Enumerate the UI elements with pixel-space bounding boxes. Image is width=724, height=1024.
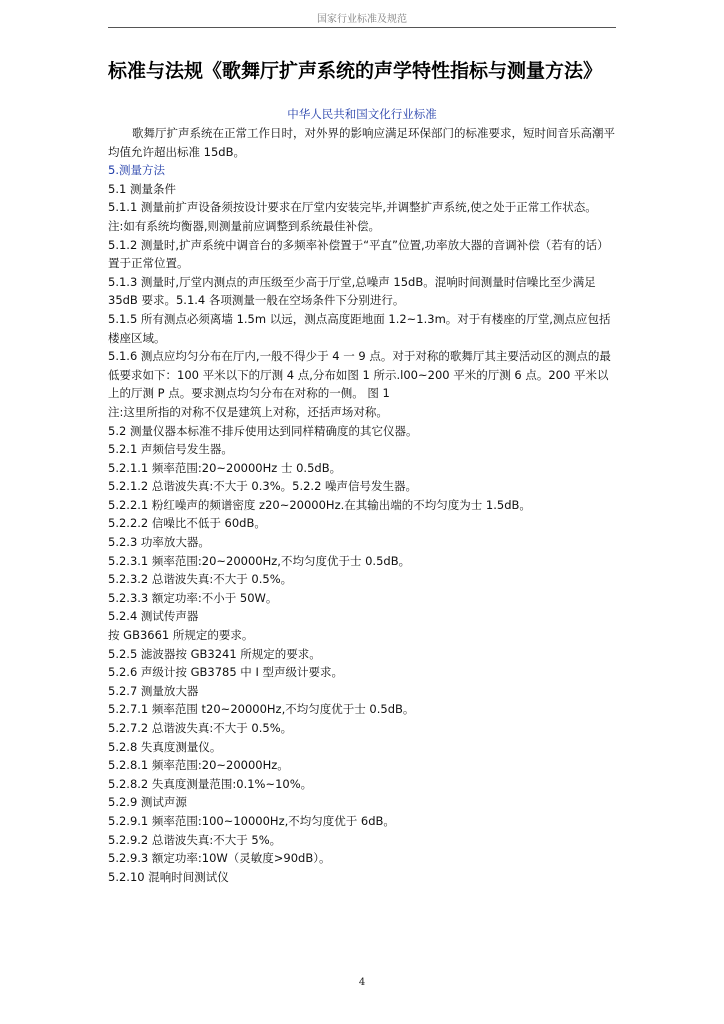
paragraph: 5.2.8.2 失真度测量范围:0.1%~10%。 (108, 776, 313, 791)
paragraph: 5.1.5 所有测点必须离墙 1.5m 以远，测点高度距地面 1.2~1.3m。对于有楼座的厅堂,测点应包括楼座区域。 (108, 311, 611, 345)
paragraph: 5.1 测量条件 (108, 181, 176, 196)
paragraph: 5.2.9.3 额定功率:10W（灵敏度>90dB）。 (108, 851, 331, 866)
paragraph: 按 GB3661 所规定的要求。 (108, 628, 254, 643)
paragraph: 5.1.2 测量时,扩声系统中调音台的多频率补偿置于“平直”位置,功率放大器的音调补偿（若有的话）置于正常位置。 (108, 237, 609, 271)
page-number: 4 (358, 977, 366, 988)
paragraph-intro: 歌舞厅扩声系统在正常工作日时，对外界的影响应满足环保部门的标准要求，短时间音乐高潮平均值允许超出标准 15dB。 (108, 126, 615, 159)
running-header: 国家行业标准及规范 (317, 14, 407, 25)
paragraph: 5.2.3 功率放大器。 (108, 535, 210, 550)
paragraph: 5.2.7.2 总谐波失真:不大于 0.5%。 (108, 721, 293, 735)
section-heading: 5.测量方法 (108, 163, 165, 178)
paragraph: 5.2.10 混响时间测试仪 (108, 869, 229, 884)
document-subtitle: 中华人民共和国文化行业标准 (287, 107, 437, 121)
paragraph: 5.2.9 测试声源 (108, 795, 187, 810)
document-body (108, 124, 618, 886)
paragraph: 5.2.3.3 额定功率:不小于 50W。 (108, 590, 278, 605)
paragraph: 5.2.1 声频信号发生器。 (108, 442, 233, 457)
paragraph: 5.2.3.2 总谐波失真:不大于 0.5%。 (108, 572, 293, 587)
document-title: 标准与法规《歌舞厅扩声系统的声学特性指标与测量方法》 (108, 60, 603, 82)
paragraph: 5.1.1 测量前扩声设备须按设计要求在厅堂内安装完毕,并调整扩声系统,使之处于正常工作状态。 (108, 200, 597, 215)
header-rule (108, 27, 616, 28)
paragraph: 注:如有系统均衡器,则测量前应调整到系统最佳补偿。 (108, 218, 381, 233)
paragraph: 5.2.2.1 粉红噪声的频谱密度 z20~20000Hz.在其输出端的不均匀度为士 1.5dB。 (108, 497, 531, 512)
paragraph: 5.2.5 滤波器按 GB3241 所规定的要求。 (108, 646, 321, 661)
paragraph: 5.1.6 测点应均匀分布在厅内,一般不得少于 4 一 9 点。对于对称的歌舞厅其主要活动区的测点的最低要求如下：100 平米以下的厅测 4 点,分布如图 1 所示.l00~200 平米的厅测 6 点。200 平米以上的厅测 P 点。要求测点均匀分布在对称的一侧。 图 1 (108, 349, 611, 401)
paragraph: 5.2.4 测试传声器 (108, 609, 199, 624)
paragraph: 5.2.7 测量放大器 (108, 683, 199, 698)
paragraph: 5.1.3 测量时,厅堂内测点的声压级至少高于厅堂,总噪声 15dB。混响时间测量时信噪比至少满足 35dB 要求。5.1.4 各项测量一般在空场条件下分别进行。 (108, 274, 596, 308)
paragraph: 注:这里所指的对称不仅是建筑上对称，还括声场对称。 (108, 404, 388, 419)
paragraph: 5.2.1.2 总谐波失真:不大于 0.3%。5.2.2 噪声信号发生器。 (108, 479, 418, 494)
paragraph: 5.2.9.1 频率范围:100~10000Hz,不均匀度优于 6dB。 (108, 813, 395, 828)
paragraph: 5.2 测量仪器本标准不排斥使用达到同样精确度的其它仪器。 (108, 423, 418, 438)
paragraph: 5.2.7.1 频率范围 t20~20000Hz,不均匀度优于士 0.5dB。 (108, 702, 415, 717)
paragraph: 5.2.1.1 频率范围:20~20000Hz 士 0.5dB。 (108, 460, 342, 475)
paragraph: 5.2.6 声级计按 GB3785 中 I 型声级计要求。 (108, 665, 343, 680)
paragraph: 5.2.8 失真度测量仪。 (108, 739, 222, 754)
paragraph: 5.2.8.1 频率范围:20~20000Hz。 (108, 758, 289, 773)
paragraph: 5.2.9.2 总谐波失真:不大于 5%。 (108, 832, 282, 847)
paragraph: 5.2.3.1 频率范围:20~20000Hz,不均匀度优于士 0.5dB。 (108, 553, 411, 568)
paragraph: 5.2.2.2 信噪比不低于 60dB。 (108, 516, 266, 531)
